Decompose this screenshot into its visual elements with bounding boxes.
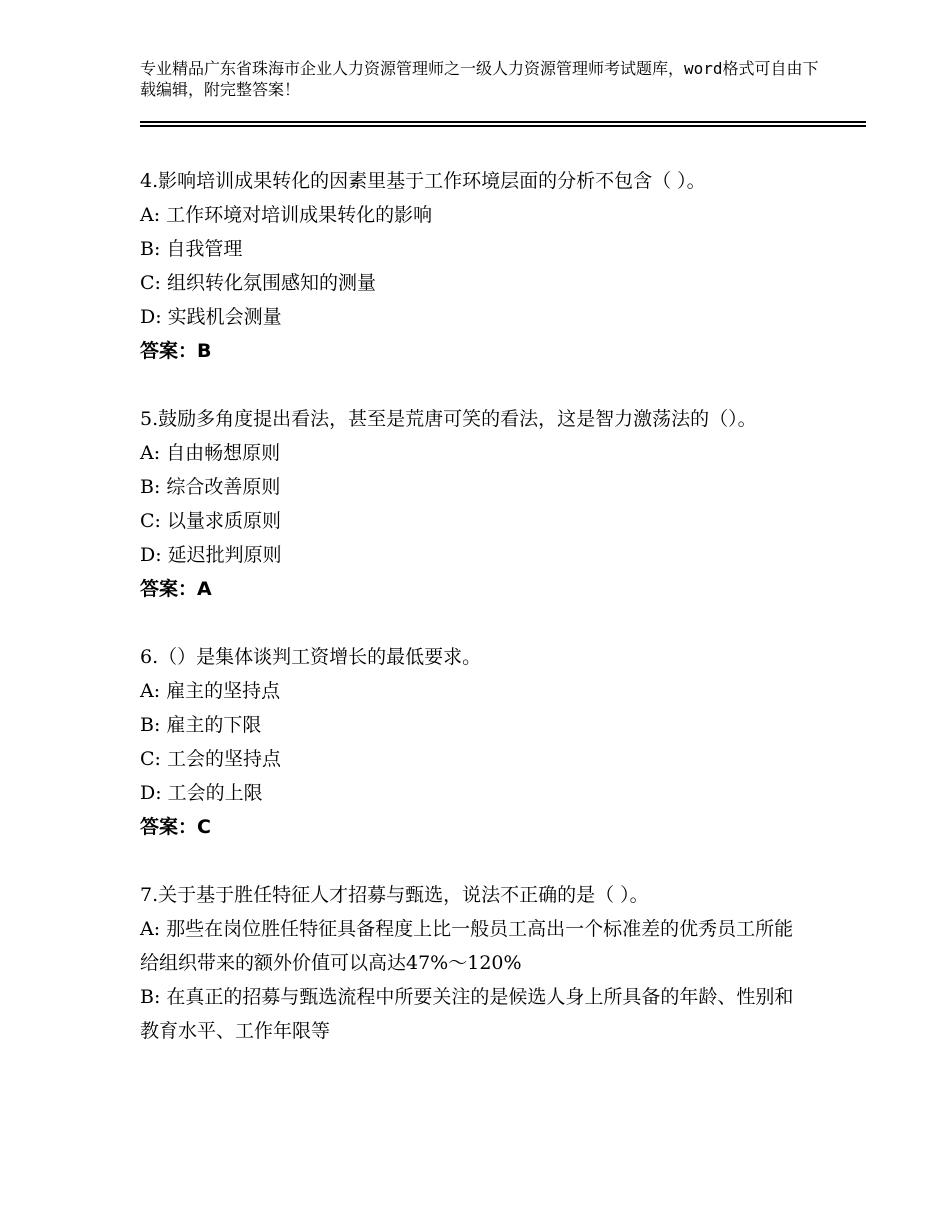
option-b: B: 在真正的招募与甄选流程中所要关注的是候选人身上所具备的年龄、性别和教育水平、工作年限等 — [140, 986, 794, 1042]
question-5 — [140, 402, 810, 606]
question-stem: 4.影响培训成果转化的因素里基于工作环境层面的分析不包含（ ）。 — [140, 170, 706, 192]
question-stem: 5.鼓励多角度提出看法，甚至是荒唐可笑的看法，这是智力激荡法的（）。 — [140, 408, 757, 430]
option-a: A: 自由畅想原则 — [140, 442, 281, 464]
option-d: D: 实践机会测量 — [140, 306, 282, 328]
option-b: B: 综合改善原则 — [140, 476, 281, 498]
question-list — [140, 164, 810, 1082]
question-7 — [140, 878, 810, 1048]
question-stem: 6.（）是集体谈判工资增长的最低要求。 — [140, 646, 482, 668]
question-4 — [140, 164, 810, 368]
header-divider-bottom — [140, 125, 866, 127]
option-c: C: 组织转化氛围感知的测量 — [140, 272, 376, 294]
answer-label: 答案：C — [140, 816, 211, 838]
answer-label: 答案：A — [140, 578, 212, 600]
option-b: B: 雇主的下限 — [140, 714, 262, 736]
header-divider-top — [140, 121, 866, 123]
document-header — [140, 58, 830, 100]
option-a: A: 雇主的坚持点 — [140, 680, 281, 702]
question-stem: 7.关于基于胜任特征人才招募与甄选，说法不正确的是（ ）。 — [140, 884, 649, 906]
option-b: B: 自我管理 — [140, 238, 243, 260]
question-6 — [140, 640, 810, 844]
option-d: D: 延迟批判原则 — [140, 544, 282, 566]
option-a: A: 那些在岗位胜任特征具备程度上比一般员工高出一个标准差的优秀员工所能给组织带来的额外价值可以高达47%～120% — [140, 918, 794, 974]
option-a: A: 工作环境对培训成果转化的影响 — [140, 204, 433, 226]
option-c: C: 以量求质原则 — [140, 510, 281, 532]
option-d: D: 工会的上限 — [140, 782, 263, 804]
answer-label: 答案：B — [140, 340, 212, 362]
header-text: 专业精品广东省珠海市企业人力资源管理师之一级人力资源管理师考试题库，word格式可自由下载编辑，附完整答案！ — [140, 59, 819, 99]
option-c: C: 工会的坚持点 — [140, 748, 281, 770]
